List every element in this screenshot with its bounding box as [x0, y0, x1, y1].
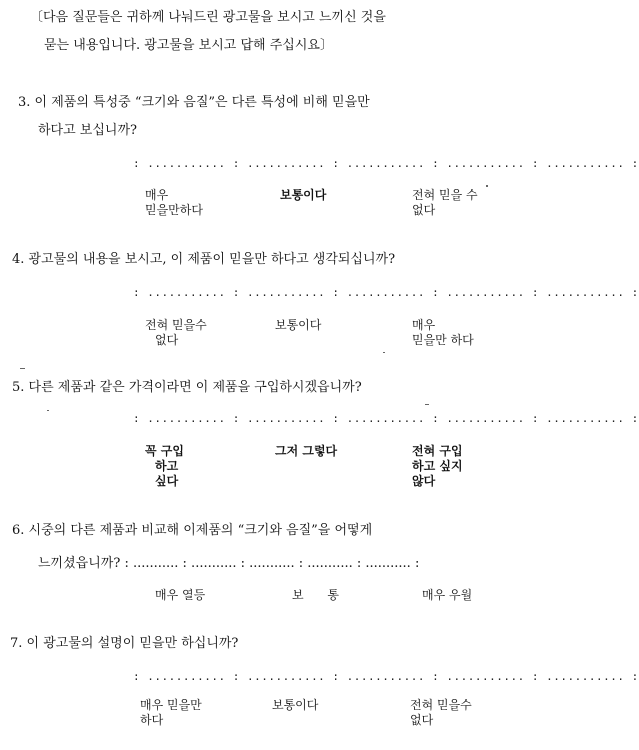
question-3-anchor-left: 매우 믿을만하다	[145, 188, 203, 217]
question-3-line-2: 하다고 보십니까?	[38, 123, 138, 138]
question-5-line-1: 5. 다른 제품과 같은 가격이라면 이 제품을 구입하시겠읍니까?	[12, 380, 362, 395]
question-4-anchor-left: 전혀 믿을수 없다	[145, 318, 207, 347]
scan-speck	[425, 404, 429, 405]
question-4-rating-scale[interactable]: : ........... : ........... : ........... : ........... : ........... :	[133, 286, 639, 299]
question-3-anchor-middle: 보통이다	[280, 188, 327, 202]
question-7-anchor-middle: 보통이다	[272, 698, 319, 712]
question-4-line-1: 4. 광고물의 내용을 보시고, 이 제품이 믿을만 하다고 생각되십니까?	[12, 252, 396, 267]
question-7-line-1: 7. 이 광고물의 설명이 믿을만 하십니까?	[10, 636, 239, 651]
question-5-anchor-right: 전혀 구입 하고 싶지 않다	[412, 444, 463, 488]
question-6-anchor-right: 매우 우월	[422, 588, 473, 602]
question-4-anchor-right: 매우 믿을만 하다	[412, 318, 474, 347]
scan-speck	[47, 410, 49, 411]
scan-speck	[486, 185, 488, 187]
question-4-anchor-middle: 보통이다	[275, 318, 322, 332]
question-3-line-1: 3. 이 제품의 특성중 “크기와 음질”은 다른 특성에 비해 믿을만	[18, 95, 370, 110]
question-5-anchor-middle: 그저 그렇다	[275, 444, 338, 458]
scan-speck	[20, 368, 25, 369]
question-5-rating-scale[interactable]: : ........... : ........... : ........... : ........... : ........... :	[133, 412, 639, 425]
question-6-line-2[interactable]: 느끼셨읍니까? : ........... : ........... : ........... : ........... : ........... :	[38, 556, 420, 571]
question-3-anchor-right: 전혀 믿을 수 없다	[412, 188, 478, 217]
question-6-line-1: 6. 시중의 다른 제품과 비교해 이제품의 “크기와 음질”을 어떻게	[12, 523, 373, 538]
question-7-anchor-right: 전혀 믿을수 없다	[410, 698, 472, 727]
question-3-rating-scale[interactable]: : ........... : ........... : ........... : ........... : ........... :	[133, 157, 639, 170]
question-7-rating-scale[interactable]: : ........... : ........... : ........... : ........... : ........... :	[133, 670, 639, 683]
question-6-anchor-left: 매우 열등	[155, 588, 206, 602]
scan-speck	[383, 352, 385, 353]
instruction-line-2: 묻는 내용입니다. 광고물을 보시고 답해 주십시요〕	[44, 38, 333, 53]
question-6-anchor-middle: 보 통	[292, 588, 349, 602]
instruction-line-1: 〔다음 질문들은 귀하께 나눠드린 광고물을 보시고 느끼신 것을	[30, 10, 386, 25]
question-5-anchor-left: 꼭 구입 하고 싶다	[145, 444, 184, 488]
question-7-anchor-left: 매우 믿을만 하다	[140, 698, 202, 727]
